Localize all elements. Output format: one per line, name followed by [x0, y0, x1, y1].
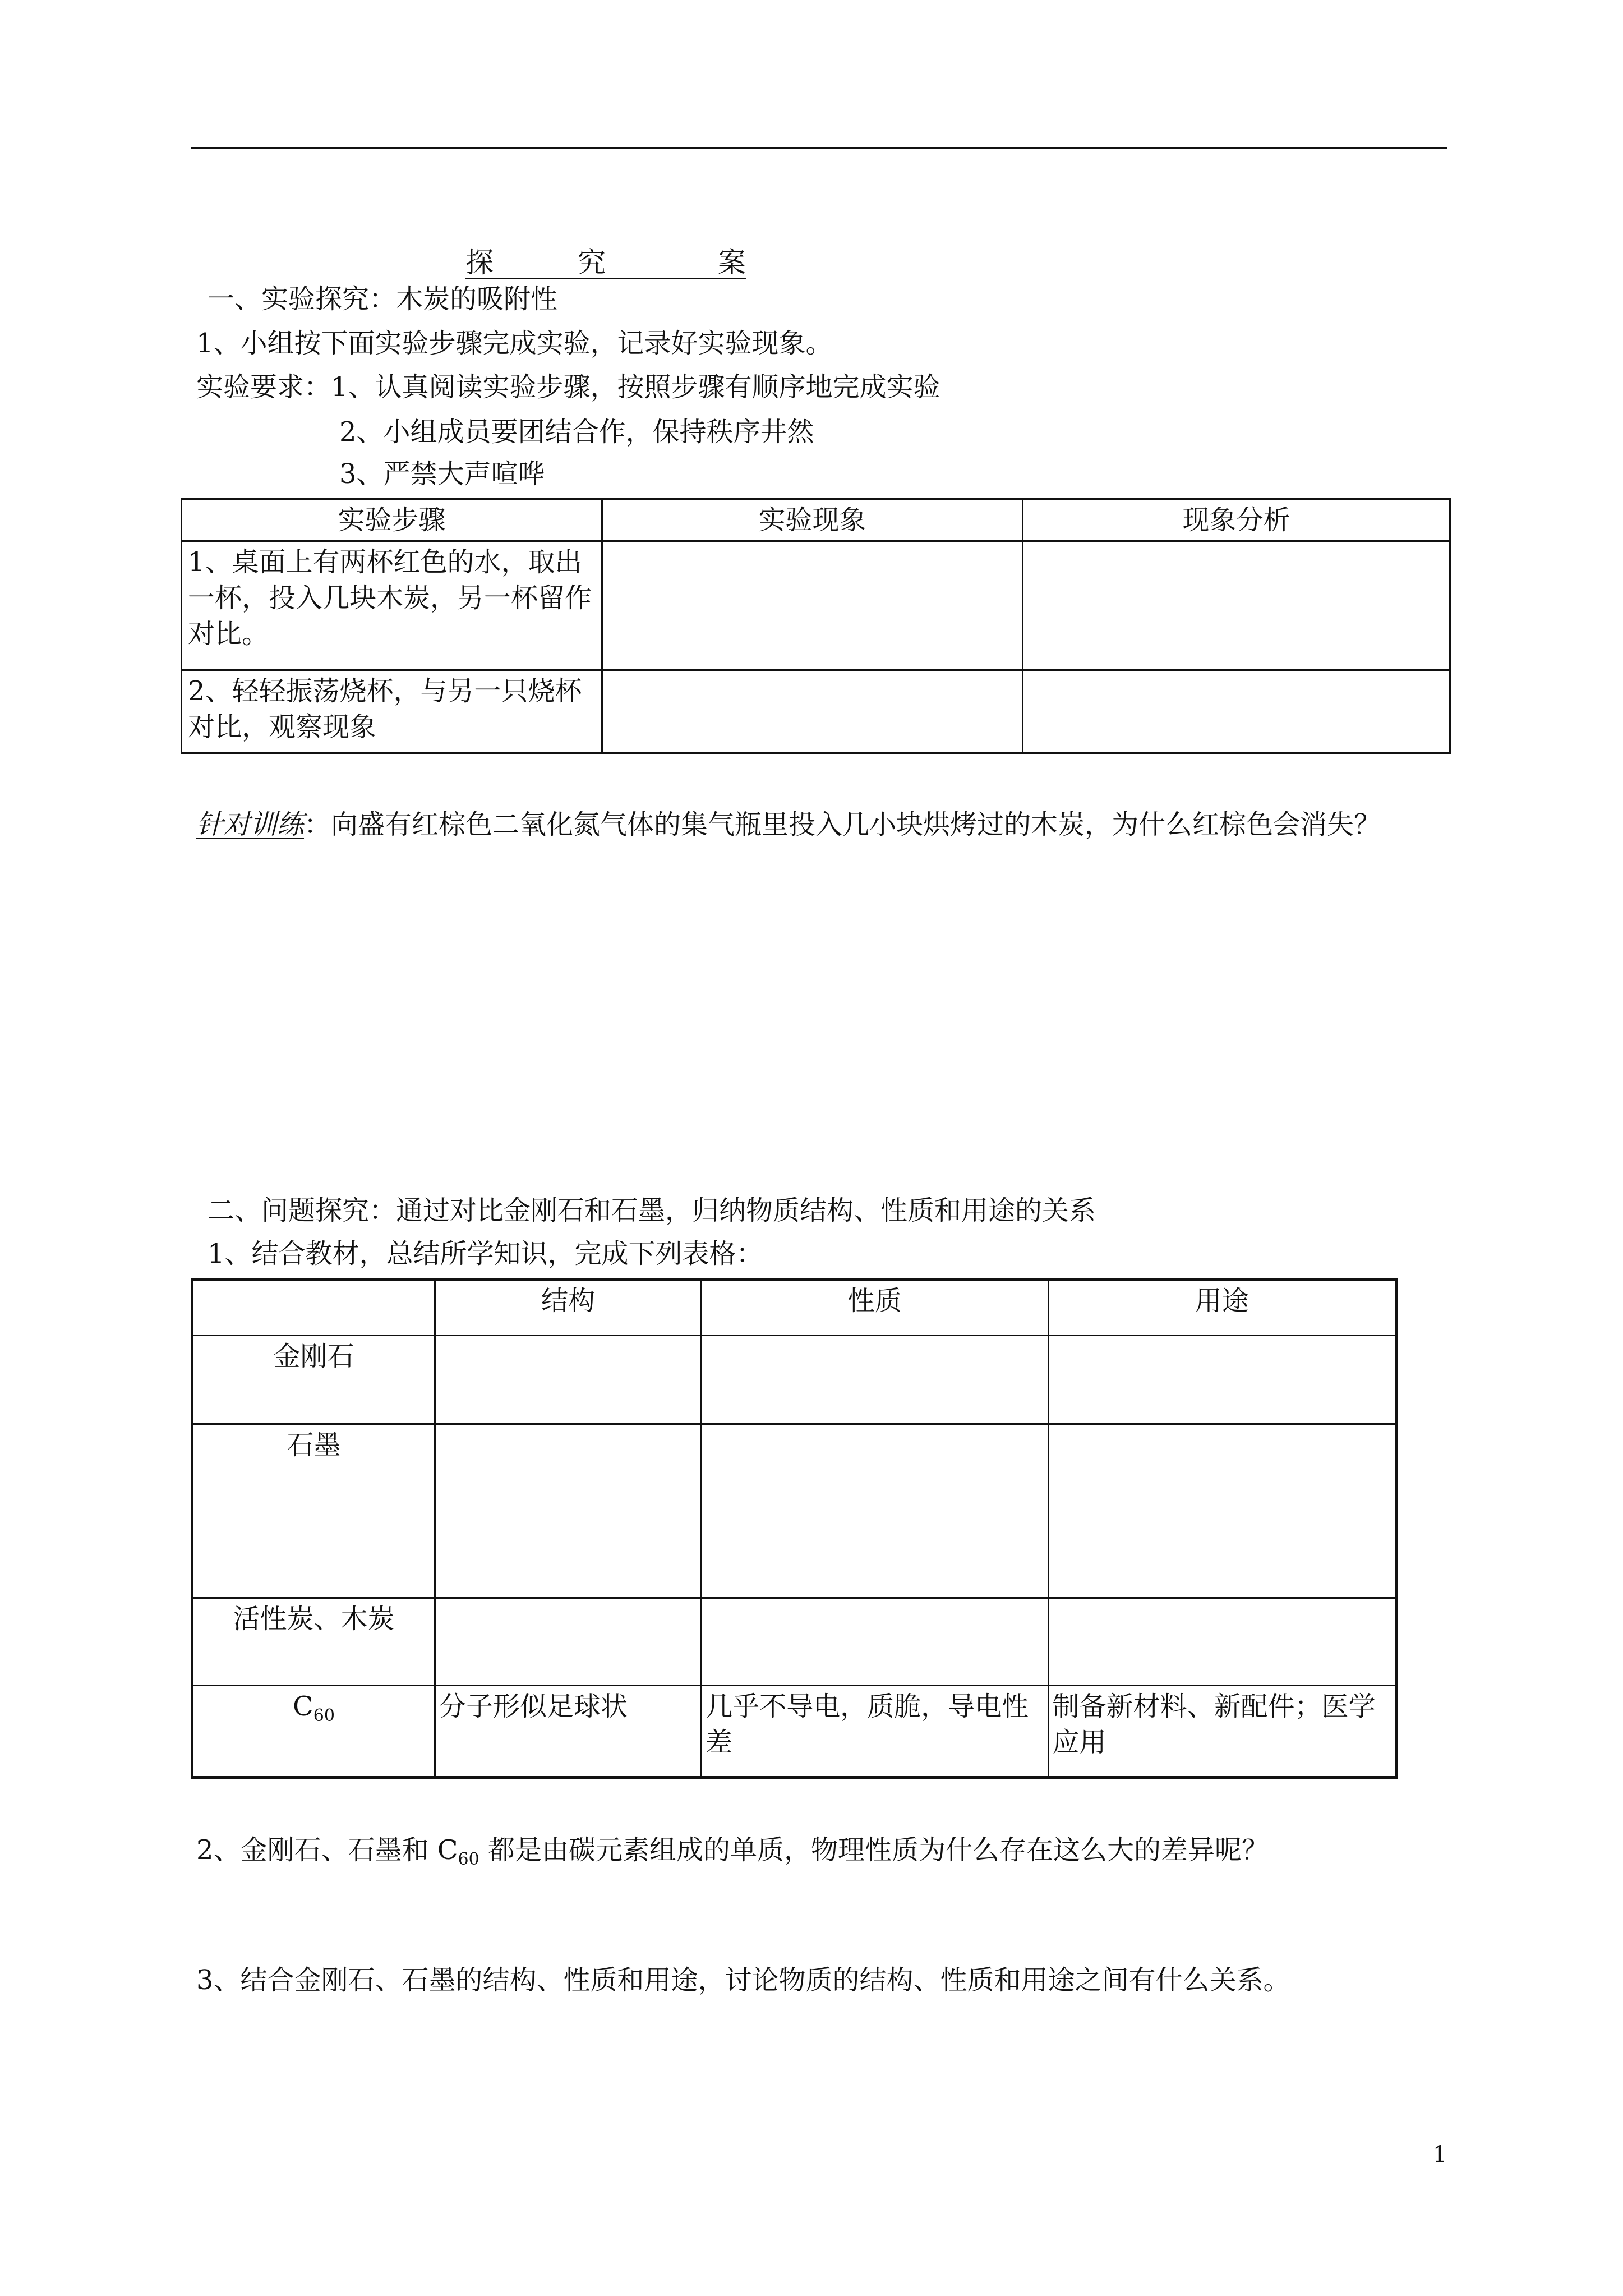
charcoal-use	[1048, 1598, 1396, 1686]
header-analysis: 现象分析	[1023, 499, 1450, 541]
step-2: 2、轻轻振荡烧杯，与另一只烧杯对比，观察现象	[182, 670, 602, 753]
analysis-cell-1	[1023, 541, 1450, 670]
step-1: 1、桌面上有两杯红色的水，取出一杯，投入几块木炭，另一杯留作对比。	[182, 541, 602, 670]
carbon-comparison-table	[191, 1278, 1398, 1779]
section2-heading: 二、问题探究：通过对比金刚石和石墨，归纳物质结构、性质和用途的关系	[208, 1195, 1096, 1226]
c60-structure: 分子形似足球状	[435, 1686, 702, 1778]
phenomenon-cell-2	[602, 670, 1023, 753]
exercise	[196, 808, 1381, 841]
graphite-structure	[435, 1424, 702, 1598]
exercise-label: 针对训练	[196, 809, 305, 840]
exercise-text: ：向盛有红棕色二氧化氮气体的集气瓶里投入几小块烘烤过的木炭，为什么红棕色会消失？	[304, 809, 1381, 840]
phenomenon-cell-1	[602, 541, 1023, 670]
page-title: 探 究 案	[465, 246, 746, 279]
header-structure: 结构	[435, 1280, 702, 1336]
requirement-1: 1、认真阅读实验步骤，按照步骤有顺序地完成实验	[331, 371, 940, 403]
section2-instruction: 1、结合教材，总结所学知识，完成下列表格：	[208, 1238, 763, 1269]
analysis-cell-2	[1023, 670, 1450, 753]
question-2-after: 都是由碳元素组成的单质，物理性质为什么存在这么大的差异呢？	[479, 1834, 1269, 1866]
c60-subscript: 60	[313, 1706, 335, 1726]
header-step: 实验步骤	[182, 499, 602, 541]
graphite-property	[702, 1424, 1048, 1598]
header-blank	[192, 1280, 435, 1336]
diamond-use	[1048, 1336, 1396, 1424]
experiment-table	[181, 498, 1451, 754]
table-row	[192, 1424, 1396, 1598]
row-name-c60	[192, 1686, 435, 1778]
c60-base: C	[293, 1691, 313, 1722]
c60-use: 制备新材料、新配件；医学应用	[1048, 1686, 1396, 1778]
row-name-graphite: 石墨	[192, 1424, 435, 1598]
graphite-use	[1048, 1424, 1396, 1598]
diamond-property	[702, 1336, 1048, 1424]
diamond-structure	[435, 1336, 702, 1424]
table-row	[182, 541, 1450, 670]
question-2-subscript: 60	[458, 1849, 479, 1869]
row-name-diamond: 金刚石	[192, 1336, 435, 1424]
question-3: 3、结合金刚石、石墨的结构、性质和用途，讨论物质的结构、性质和用途之间有什么关系。	[196, 1964, 1290, 1996]
table-row	[192, 1336, 1396, 1424]
requirements-label: 实验要求：	[196, 371, 331, 403]
page-number: 1	[1433, 2142, 1447, 2168]
comparison-table-header	[192, 1280, 1396, 1336]
table-row	[192, 1598, 1396, 1686]
experiment-table-header	[182, 499, 1450, 541]
header-rule	[191, 147, 1447, 149]
question-2	[196, 1833, 1269, 1876]
header-phenomenon: 实验现象	[602, 499, 1023, 541]
charcoal-structure	[435, 1598, 702, 1686]
header-property: 性质	[702, 1280, 1048, 1336]
charcoal-property	[702, 1598, 1048, 1686]
requirement-2: 2、小组成员要团结合作，保持秩序井然	[339, 416, 814, 448]
table-row	[192, 1686, 1396, 1778]
header-use: 用途	[1048, 1280, 1396, 1336]
question-2-before: 2、金刚石、石墨和 C	[196, 1834, 458, 1866]
row-name-charcoal: 活性炭、木炭	[192, 1598, 435, 1686]
table-row	[182, 670, 1450, 753]
requirements-line-1	[196, 370, 940, 404]
section1-heading: 一、实验探究：木炭的吸附性	[208, 283, 558, 315]
section1-instruction: 1、小组按下面实验步骤完成实验，记录好实验现象。	[196, 328, 833, 359]
requirement-3: 3、严禁大声喧哗	[339, 458, 545, 490]
c60-property: 几乎不导电，质脆，导电性差	[702, 1686, 1048, 1778]
